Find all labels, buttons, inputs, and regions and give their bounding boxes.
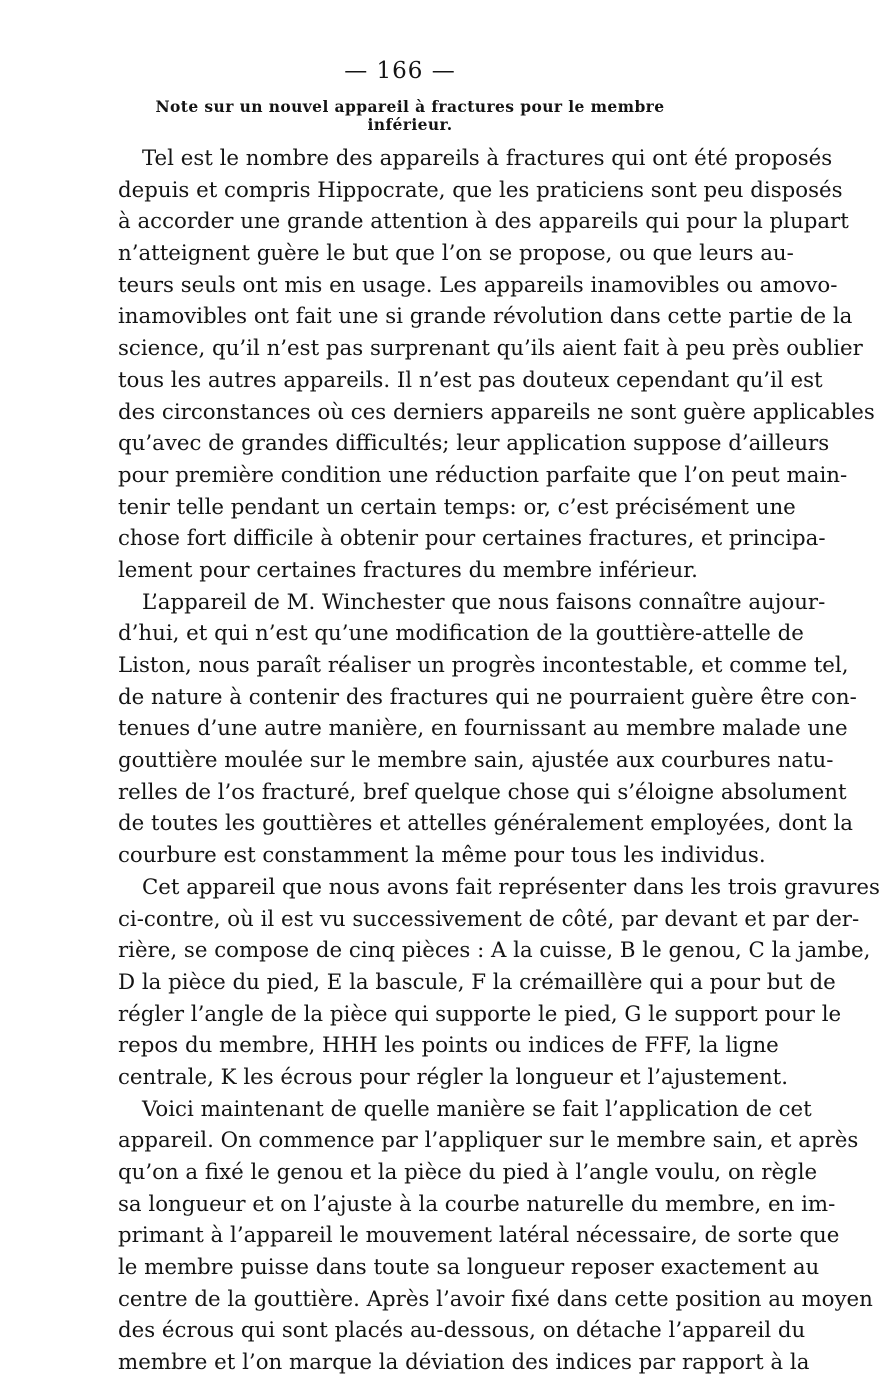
text-line: de nature à contenir des fractures qui ne pourraient guère être con-	[118, 684, 857, 710]
text-line: sa longueur et on l’ajuste à la courbe naturelle du membre, en im-	[118, 1191, 836, 1217]
text-line: inamovibles ont fait une si grande révolution dans cette partie de la	[118, 304, 853, 330]
text-line: Voici maintenant de quelle manière se fait l’application de cet	[142, 1096, 812, 1122]
paragraph	[118, 587, 857, 872]
text-line: des circonstances où ces derniers appareils ne sont guère applicables	[118, 399, 875, 425]
text-line: primant à l’appareil le mouvement latéral nécessaire, de sorte que	[118, 1223, 840, 1249]
text-line: Tel est le nombre des appareils à fractures qui ont été proposés	[142, 146, 833, 171]
text-line: courbure est constamment la même pour tous les individus.	[118, 843, 766, 869]
text-line: centre de la gouttière. Après l’avoir fixé dans cette position au moyen	[118, 1286, 873, 1312]
text-line: à accorder une grande attention à des appareils qui pour la plupart	[118, 209, 849, 235]
text-line: L’appareil de M. Winchester que nous faisons connaître aujour-	[142, 589, 826, 615]
text-line: qu’on a fixé le genou et la pièce du pied à l’angle voulu, on règle	[118, 1160, 818, 1185]
text-line: teurs seuls ont mis en usage. Les appareils inamovibles ou amovo-	[118, 272, 838, 298]
text-line: Liston, nous paraît réaliser un progrès incontestable, et comme tel,	[118, 653, 849, 678]
text-line: tenir telle pendant un certain temps: or, c’est précisément une	[118, 494, 796, 520]
text-line: des écrous qui sont placés au-dessous, on détache l’appareil du	[118, 1318, 806, 1344]
text-line: gouttière moulée sur le membre sain, ajustée aux courbures natu-	[118, 748, 834, 774]
text-line: relles de l’os fracturé, bref quelque chose qui s’éloigne absolument	[118, 779, 847, 805]
text-line: d’hui, et qui n’est qu’une modification de la gouttière-attelle de	[118, 621, 804, 647]
text-line: D la pièce du pied, E la bascule, F la crémaillère qui a pour but de	[118, 969, 836, 995]
article-title-line: Note sur un nouvel appareil à fractures pour le membre	[155, 97, 665, 116]
text-line: tous les autres appareils. Il n’est pas douteux cependant qu’il est	[118, 367, 823, 393]
text-line: Cet appareil que nous avons fait représenter dans les trois gravures	[142, 874, 880, 900]
text-line: tenues d’une autre manière, en fournissant au membre malade une	[118, 716, 848, 742]
text-line: qu’avec de grandes difficultés; leur application suppose d’ailleurs	[118, 431, 830, 457]
text-line: le membre puisse dans toute sa longueur reposer exactement au	[118, 1255, 820, 1281]
text-line: membre et l’on marque la déviation des indices par rapport à la	[118, 1350, 810, 1376]
article-title	[150, 98, 670, 134]
paragraph	[118, 1094, 873, 1379]
text-line: rière, se compose de cinq pièces : A la cuisse, B le genou, C la jambe,	[118, 938, 871, 964]
text-line: depuis et compris Hippocrate, que les praticiens sont peu disposés	[118, 177, 843, 203]
text-line: pour première condition une réduction parfaite que l’on peut main-	[118, 462, 848, 488]
text-line: lement pour certaines fractures du membre inférieur.	[118, 557, 698, 583]
article-body	[118, 143, 880, 1379]
page-number: — 166 —	[344, 58, 456, 84]
paragraph	[118, 143, 875, 587]
text-line: de toutes les gouttières et attelles généralement employées, dont la	[118, 811, 854, 837]
text-line: chose fort difficile à obtenir pour certaines fractures, et principa-	[118, 526, 826, 552]
text-line: n’atteignent guère le but que l’on se propose, ou que leurs au-	[118, 241, 794, 267]
text-line: régler l’angle de la pièce qui supporte le pied, G le support pour le	[118, 1001, 842, 1027]
text-line: appareil. On commence par l’appliquer sur le membre sain, et après	[118, 1128, 859, 1154]
paragraph	[118, 872, 880, 1094]
text-line: science, qu’il n’est pas surprenant qu’ils aient fait à peu près oublier	[118, 336, 863, 362]
text-line: ci-contre, où il est vu successivement de côté, par devant et par der-	[118, 906, 860, 932]
article-title-line: inférieur.	[367, 115, 453, 134]
text-line: centrale, K les écrous pour régler la longueur et l’ajustement.	[118, 1064, 788, 1090]
text-line: repos du membre, HHH les points ou indices de FFF, la ligne	[118, 1033, 779, 1059]
